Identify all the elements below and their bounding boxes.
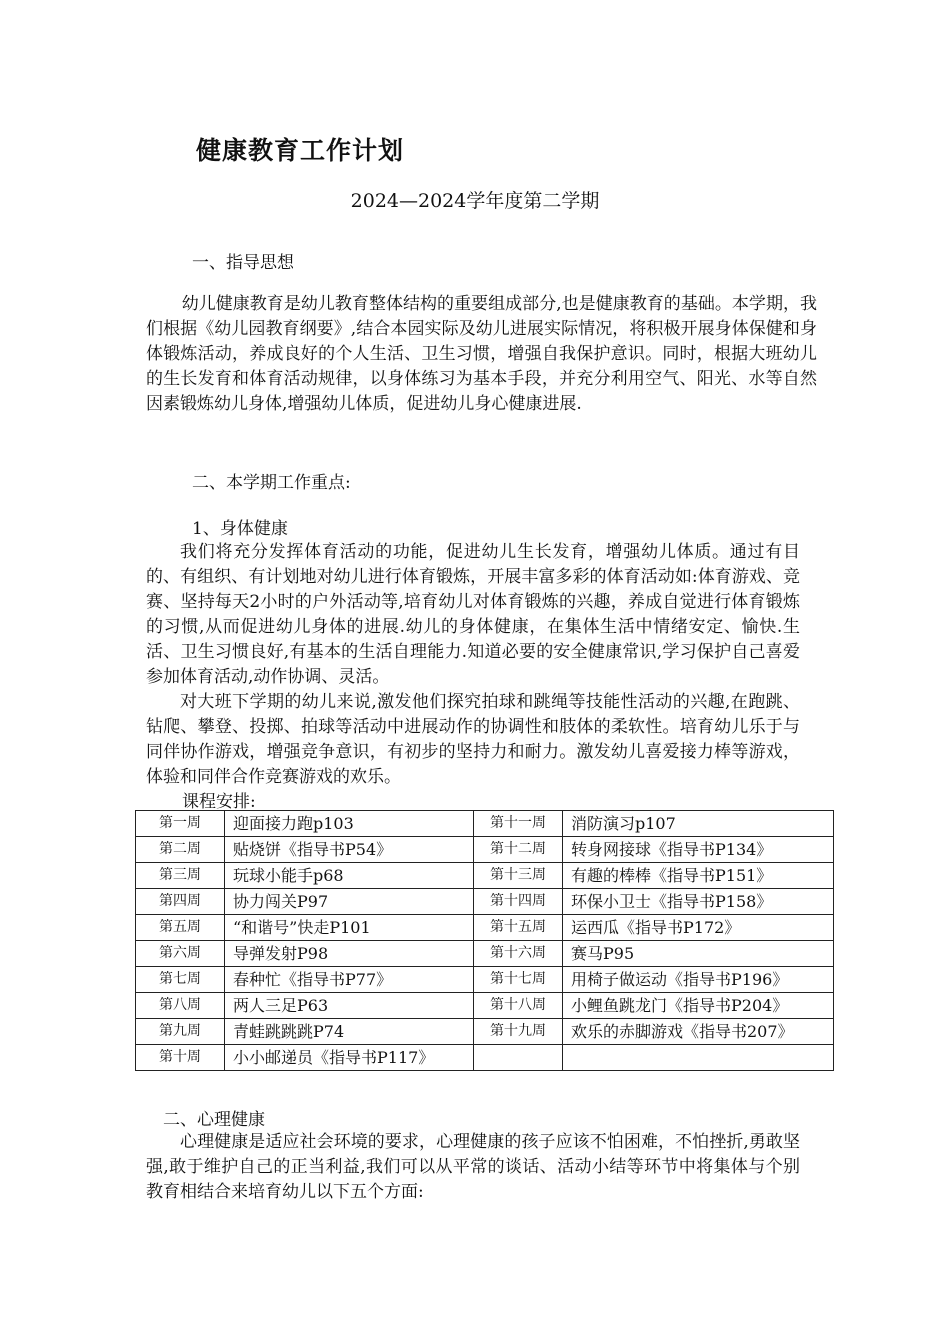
activity-cell: 协力闯关P97 (225, 889, 474, 915)
activity-cell: 转身网接球《指导书P134》 (563, 837, 834, 863)
week-cell: 第七周 (136, 967, 225, 993)
activity-cell: 环保小卫士《指导书P158》 (563, 889, 834, 915)
week-cell: 第十二周 (474, 837, 563, 863)
week-cell: 第五周 (136, 915, 225, 941)
sub1-paragraph-1: 我们将充分发挥体育活动的功能，促进幼儿生长发育，增强幼儿体质。通过有目的、有组织、有计划地对幼儿进行体育锻炼，开展丰富多彩的体育活动如:体育游戏、竞赛、坚持每天2小时的户外活动等,培育幼儿对体育锻炼的兴趣，养成自觉进行体育锻炼的习惯,从而促进幼儿身体的进展.幼儿的身体健康，在集体生活中情绪安定、愉快.生活、卫生习惯良好,有基本的生活自理能力.知道必要的安全健康常识,学习保护自己喜爱参加体育活动,动作协调、灵活。 (146, 542, 800, 687)
table-row (136, 1045, 834, 1071)
schedule-label: 课程安排: (182, 792, 256, 812)
table-row (136, 993, 834, 1019)
table-row (136, 837, 834, 863)
document-title: 健康教育工作计划 (196, 136, 405, 165)
week-cell: 第十三周 (474, 863, 563, 889)
table-row (136, 967, 834, 993)
activity-cell: 小小邮递员《指导书P117》 (225, 1045, 474, 1071)
sub1-paragraph-2: 对大班下学期的幼儿来说,激发他们探究拍球和跳绳等技能性活动的兴趣,在跑跳、钻爬、攀登、投掷、拍球等活动中进展动作的协调性和肢体的柔软性。培育幼儿乐于与同伴协作游戏，增强竞争意识，有初步的坚持力和耐力。激发幼儿喜爱接力棒等游戏，体验和同伴合作竞赛游戏的欢乐。 (146, 692, 800, 787)
document-subtitle: 2024—2024学年度第二学期 (350, 190, 600, 212)
activity-cell: 春种忙《指导书P77》 (225, 967, 474, 993)
week-cell: 第十九周 (474, 1019, 563, 1045)
sub1-heading: 1、身体健康 (192, 519, 288, 539)
week-cell: 第九周 (136, 1019, 225, 1045)
activity-cell: 小鲤鱼跳龙门《指导书P204》 (563, 993, 834, 1019)
table-row (136, 863, 834, 889)
section1-heading: 一、指导思想 (192, 253, 294, 273)
activity-cell (563, 1045, 834, 1071)
week-cell: 第六周 (136, 941, 225, 967)
section1-text: 幼儿健康教育是幼儿教育整体结构的重要组成部分,也是健康教育的基础。本学期，我们根据《幼儿园教育纲要》,结合本园实际及幼儿进展实际情况，将积极开展身体保健和身体锻炼活动，养成良好的个人生活、卫生习惯，增强自我保护意识。同时，根据大班幼儿的生长发育和体育活动规律，以身体练习为基本手段，并充分利用空气、阳光、水等自然因素锻炼幼儿身体,增强幼儿体质，促进幼儿身心健康进展. (146, 294, 817, 414)
section1-paragraph (146, 292, 817, 417)
week-cell: 第十五周 (474, 915, 563, 941)
week-cell: 第十八周 (474, 993, 563, 1019)
activity-cell: 青蛙跳跳跳P74 (225, 1019, 474, 1045)
activity-cell: “和谐号”快走P101 (225, 915, 474, 941)
week-cell: 第十四周 (474, 889, 563, 915)
week-cell: 第十周 (136, 1045, 225, 1071)
week-cell: 第十六周 (474, 941, 563, 967)
sub2-body (146, 1130, 800, 1205)
activity-cell: 贴烧饼《指导书P54》 (225, 837, 474, 863)
week-cell: 第三周 (136, 863, 225, 889)
week-cell: 第十一周 (474, 811, 563, 837)
sub2-heading: 二、心理健康 (163, 1110, 265, 1130)
activity-cell: 运西瓜《指导书P172》 (563, 915, 834, 941)
week-cell: 第一周 (136, 811, 225, 837)
table-row (136, 811, 834, 837)
table-row (136, 1019, 834, 1045)
section2-heading: 二、本学期工作重点: (192, 473, 351, 493)
activity-cell: 迎面接力跑p103 (225, 811, 474, 837)
activity-cell: 导弹发射P98 (225, 941, 474, 967)
activity-cell: 有趣的棒棒《指导书P151》 (563, 863, 834, 889)
activity-cell: 消防演习p107 (563, 811, 834, 837)
table-row (136, 941, 834, 967)
week-cell: 第四周 (136, 889, 225, 915)
activity-cell: 欢乐的赤脚游戏《指导书207》 (563, 1019, 834, 1045)
schedule-table (135, 810, 834, 1071)
activity-cell: 赛马P95 (563, 941, 834, 967)
table-row (136, 889, 834, 915)
activity-cell: 两人三足P63 (225, 993, 474, 1019)
sub2-paragraph: 心理健康是适应社会环境的要求，心理健康的孩子应该不怕困难，不怕挫折,勇敢坚强,敢于维护自己的正当利益,我们可以从平常的谈话、活动小结等环节中将集体与个别教育相结合来培育幼儿以下五个方面: (146, 1132, 800, 1202)
week-cell: 第十七周 (474, 967, 563, 993)
activity-cell: 玩球小能手p68 (225, 863, 474, 889)
week-cell (474, 1045, 563, 1071)
sub1-body (146, 540, 800, 790)
week-cell: 第二周 (136, 837, 225, 863)
week-cell: 第八周 (136, 993, 225, 1019)
activity-cell: 用椅子做运动《指导书P196》 (563, 967, 834, 993)
table-row (136, 915, 834, 941)
